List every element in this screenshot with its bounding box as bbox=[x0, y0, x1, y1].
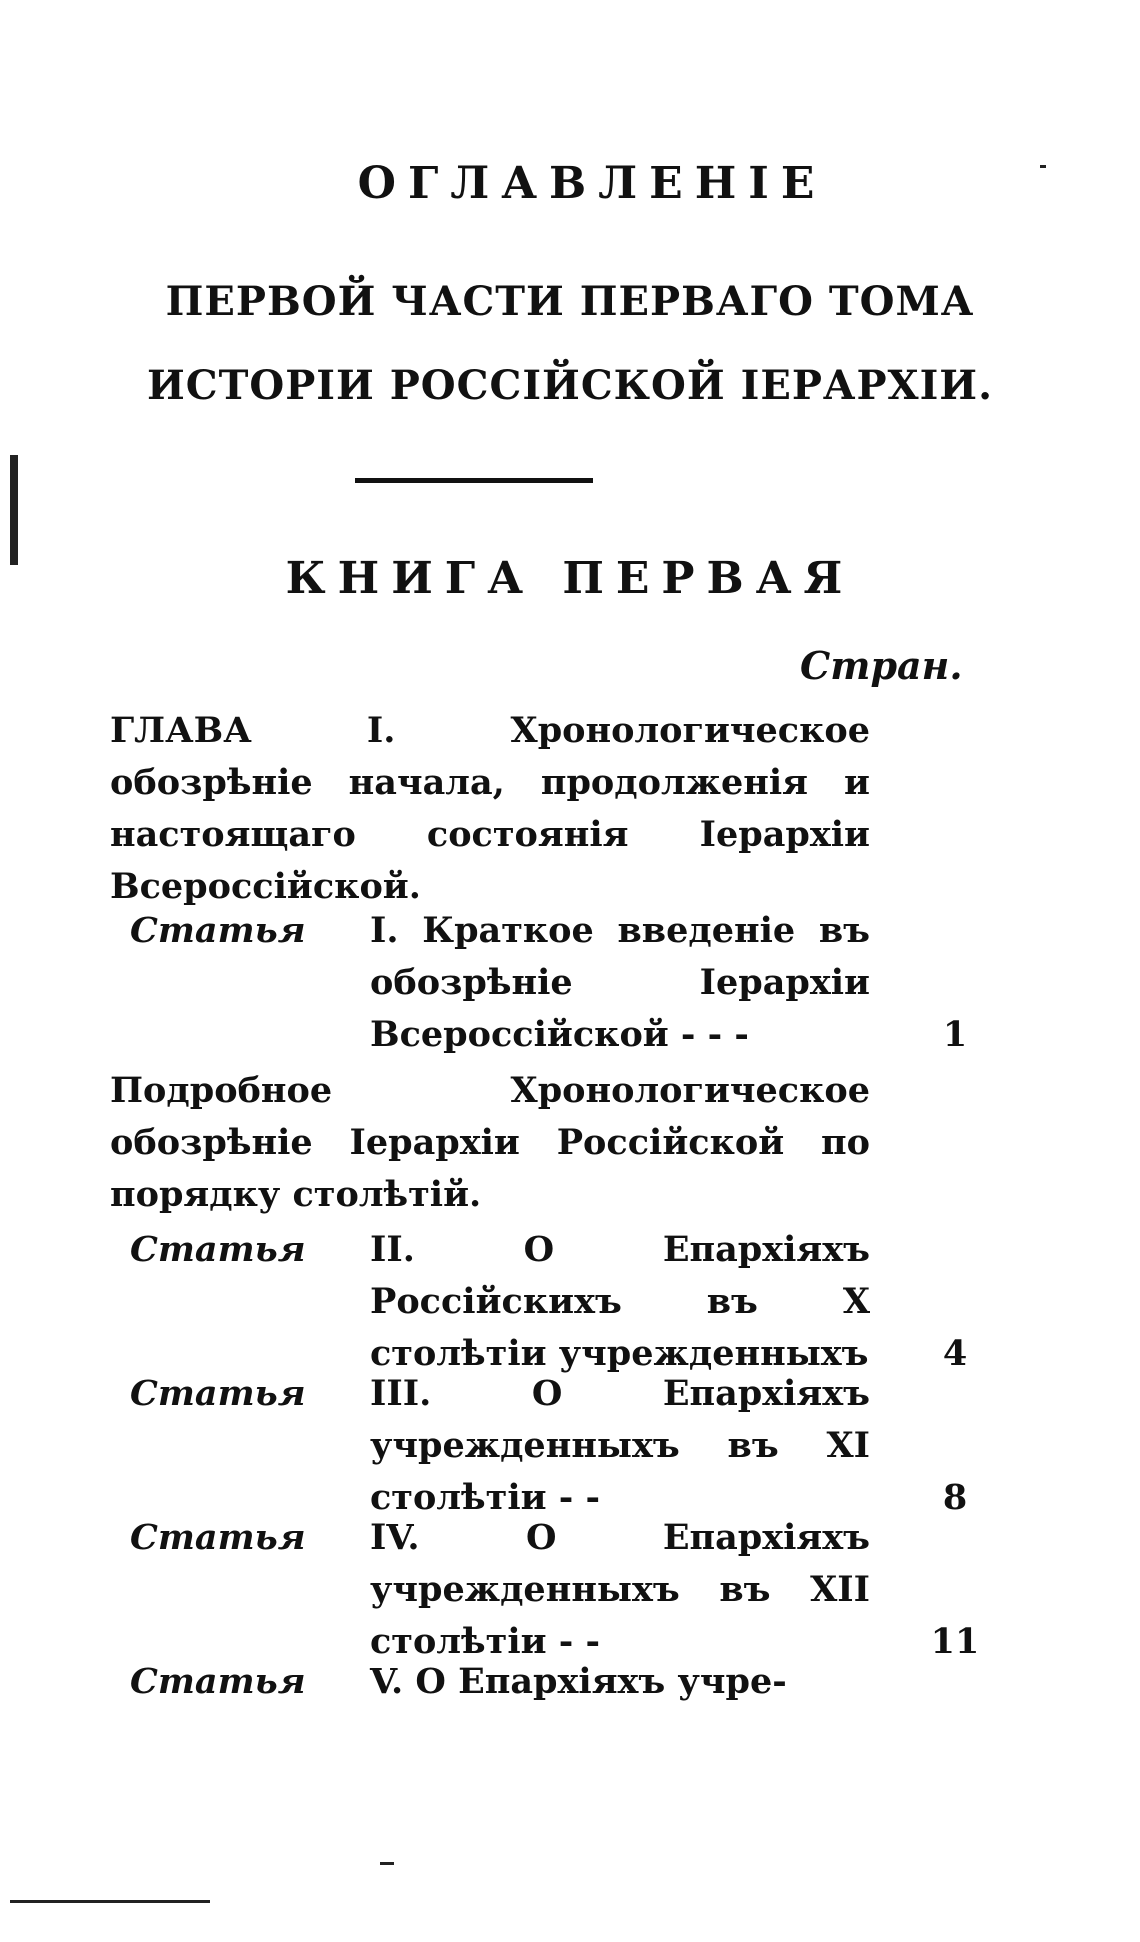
entry-page-number: 11 bbox=[930, 1621, 980, 1662]
entry-text: V. О Епархіяхъ учре- bbox=[370, 1661, 787, 1702]
entry-text: I. Краткое введеніе въ обозрѣніе Іерархіи Всероссійской - - - bbox=[370, 910, 870, 1055]
entry-text: II. О Епархіяхъ Россійскихъ въ X столѣтіи учрежденныхъ bbox=[370, 1229, 870, 1374]
entry-label: Статья bbox=[130, 1229, 306, 1270]
entry-text: III. О Епархіяхъ учрежденныхъ въ XI столѣтіи - - bbox=[370, 1373, 870, 1518]
entry-label: Статья bbox=[130, 1517, 306, 1558]
entry-page-number: 8 bbox=[942, 1477, 968, 1518]
scan-edge-mark bbox=[10, 455, 18, 565]
entry-label: Статья bbox=[130, 910, 306, 951]
divider-rule bbox=[355, 478, 593, 483]
page-column-label: Стран. bbox=[800, 643, 963, 688]
subtitle-line-1: ПЕРВОЙ ЧАСТИ ПЕРВАГО ТОМА bbox=[165, 278, 975, 325]
book-heading: КНИГА ПЕРВАЯ bbox=[285, 553, 855, 604]
subtitle-line-2: ИСТОРІИ РОССІЙСКОЙ ІЕРАРХІИ. bbox=[146, 362, 994, 409]
chapter-heading: ГЛАВА I. Хронологическое обозрѣніе начала, продолженія и настоящаго состоянія Іерархіи Всероссійской. bbox=[110, 710, 870, 907]
entry-label: Статья bbox=[130, 1661, 306, 1702]
scan-speck bbox=[1040, 165, 1046, 168]
document-title: ОГЛАВЛЕНІЕ bbox=[357, 158, 827, 209]
entry-label: Статья bbox=[130, 1373, 306, 1414]
overview-paragraph: Подробное Хронологическое обозрѣніе Іерархіи Россійской по порядку столѣтій. bbox=[110, 1070, 870, 1215]
entry-page-number: 1 bbox=[942, 1014, 968, 1055]
entry-page-number: 4 bbox=[942, 1333, 968, 1374]
scan-speck bbox=[380, 1862, 394, 1865]
scan-edge-mark bbox=[10, 1900, 210, 1903]
entry-text: IV. О Епархіяхъ учрежденныхъ въ XII столѣтіи - - bbox=[370, 1517, 870, 1662]
